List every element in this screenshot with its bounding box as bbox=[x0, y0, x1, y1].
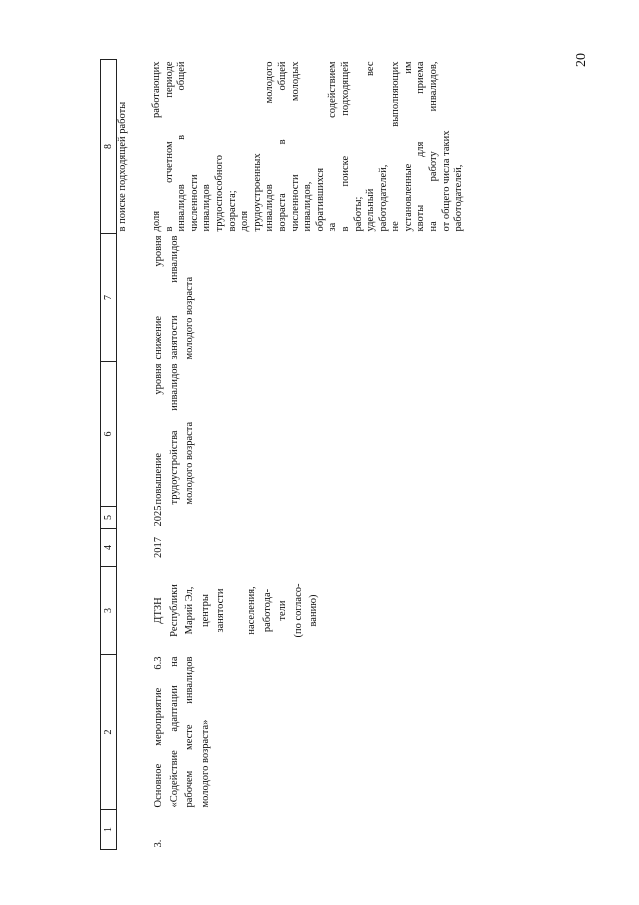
indicators-cell bbox=[145, 60, 466, 234]
indicator-line: квоты для приема bbox=[415, 61, 427, 232]
indicator-line: инвалидов, bbox=[302, 181, 314, 232]
executor-line bbox=[229, 569, 245, 653]
executor-line: центры bbox=[199, 594, 211, 627]
table-row bbox=[145, 60, 466, 850]
indicator-line: за содействием bbox=[327, 61, 339, 232]
indicator-line: удельный вес bbox=[365, 61, 377, 232]
column-number: 4 bbox=[101, 529, 117, 567]
indicator-line: установленные им bbox=[402, 61, 414, 232]
indicator-line: доля работающих bbox=[151, 61, 162, 232]
executor-line: ДТЗН bbox=[153, 597, 164, 624]
indicator-line: трудоустроенных bbox=[251, 153, 263, 232]
indicator-line: обратившихся bbox=[314, 167, 326, 232]
indicator-line: численности bbox=[188, 174, 200, 232]
executor-line: Республики bbox=[168, 584, 180, 637]
executor-line: Марий Эл, bbox=[184, 586, 195, 635]
indicator-line: на работу инвалидов, bbox=[428, 61, 440, 232]
executor-line: населения, bbox=[246, 586, 257, 635]
activity-cell: Основное мероприятие 6.3 «Содействие адаптации на рабочем месте инвалидов молодого возраста» bbox=[153, 656, 211, 808]
executor-line: занятости bbox=[215, 588, 226, 633]
indicator-line: инвалидов молодого bbox=[264, 61, 276, 232]
column-number: 2 bbox=[101, 655, 117, 810]
executor-line: тели bbox=[277, 600, 288, 621]
indicator-line: работодателей, bbox=[377, 164, 389, 232]
indicator-line: доля bbox=[239, 210, 251, 232]
column-number-row bbox=[101, 60, 117, 850]
indicator-line: инвалидов bbox=[201, 184, 213, 232]
indicator-line: не выполняющих bbox=[390, 61, 402, 232]
indicator-line: работы; bbox=[352, 196, 364, 232]
program-activities-table bbox=[100, 59, 466, 850]
executor-cell bbox=[145, 567, 466, 655]
indicator-line: в поиске подходящей bbox=[339, 61, 351, 232]
page-number: 20 bbox=[574, 53, 589, 67]
consequences-cell: снижение уровня занятости инвалидов молодого возраста bbox=[153, 235, 195, 360]
column-number: 3 bbox=[101, 567, 117, 655]
indicator-line: работодателей, bbox=[453, 164, 465, 232]
indicator-line: численности молодых bbox=[289, 61, 301, 232]
indicator-line: в отчетном периоде bbox=[163, 61, 175, 232]
start-year-cell: 2017 bbox=[153, 537, 164, 558]
continuation-row bbox=[117, 60, 146, 850]
end-year-cell: 2025 bbox=[153, 505, 164, 527]
column-number: 1 bbox=[101, 810, 117, 850]
column-number: 6 bbox=[101, 362, 117, 507]
column-number: 5 bbox=[101, 507, 117, 529]
indicator-line: возраста в общей bbox=[276, 61, 288, 232]
column-number: 7 bbox=[101, 234, 117, 362]
executor-line: ванию) bbox=[308, 594, 319, 627]
executor-line: работода- bbox=[261, 588, 273, 633]
indicator-line: от общего числа таких bbox=[440, 130, 452, 232]
column-number: 8 bbox=[101, 60, 117, 234]
continuation-text: в поиске подходящей работы bbox=[117, 101, 128, 232]
indicator-line: инвалидов в общей bbox=[176, 61, 188, 232]
rotated-table bbox=[100, 60, 555, 850]
row-number: 3. bbox=[153, 839, 164, 848]
expected-result-cell: повышение уровня трудоустройства инвалидов молодого возраста bbox=[153, 363, 195, 505]
executor-line: (по согласо- bbox=[292, 583, 304, 638]
indicator-line: возраста; bbox=[226, 190, 238, 232]
indicator-line: трудоспособного bbox=[213, 155, 225, 232]
